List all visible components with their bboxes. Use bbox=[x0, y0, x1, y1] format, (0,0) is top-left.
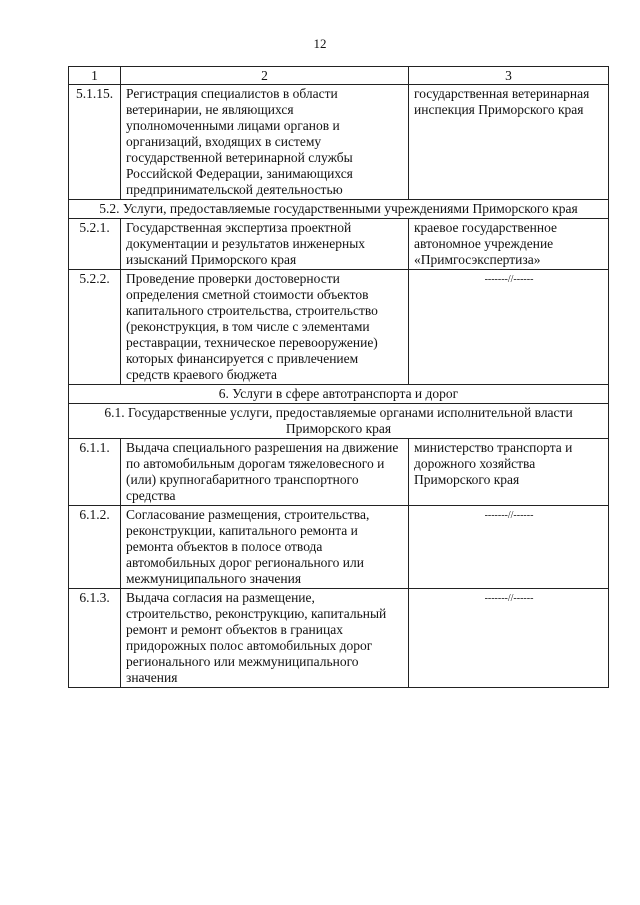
page-number: 12 bbox=[313, 36, 327, 51]
service-description: Согласование размещения, строительства, реконструкции, капитального ремонта и ремонта объектов в полосе отвода автомобильных дорог регионального или межмуниципального значения bbox=[121, 506, 409, 589]
section-heading-row bbox=[69, 404, 609, 439]
ditto-mark: -------//------ bbox=[409, 270, 609, 385]
table-row bbox=[69, 506, 609, 589]
row-number: 6.1.1. bbox=[69, 439, 121, 506]
row-number: 5.2.1. bbox=[69, 219, 121, 270]
row-number: 6.1.2. bbox=[69, 506, 121, 589]
table-row bbox=[69, 85, 609, 200]
header-col-2: 2 bbox=[121, 67, 409, 85]
responsible-organization: краевое государственное автономное учреждение «Примгосэкспертиза» bbox=[409, 219, 609, 270]
responsible-organization: государственная ветеринарная инспекция Приморского края bbox=[409, 85, 609, 200]
responsible-organization: министерство транспорта и дорожного хозяйства Приморского края bbox=[409, 439, 609, 506]
table-row bbox=[69, 439, 609, 506]
row-number: 5.2.2. bbox=[69, 270, 121, 385]
section-heading: 5.2. Услуги, предоставляемые государственными учреждениями Приморского края bbox=[69, 200, 609, 219]
table-row bbox=[69, 589, 609, 688]
row-number: 5.1.15. bbox=[69, 85, 121, 200]
table-row bbox=[69, 219, 609, 270]
table-row bbox=[69, 270, 609, 385]
service-description: Государственная экспертиза проектной документации и результатов инженерных изысканий Приморского края bbox=[121, 219, 409, 270]
service-description: Выдача согласия на размещение, строительство, реконструкцию, капитальный ремонт и ремонт объектов в границах придорожных полос автомобильных дорог регионального или межмуниципального значения bbox=[121, 589, 409, 688]
section-heading: 6. Услуги в сфере автотранспорта и дорог bbox=[69, 385, 609, 404]
ditto-mark: -------//------ bbox=[409, 589, 609, 688]
service-description: Проведение проверки достоверности определения сметной стоимости объектов капитального строительства, строительство (реконструкция, в том числе с элементами реставрации, техническое перевооружение) которых финансируется с привлечением средств краевого бюджета bbox=[121, 270, 409, 385]
section-heading-row bbox=[69, 200, 609, 219]
row-number: 6.1.3. bbox=[69, 589, 121, 688]
service-description: Выдача специального разрешения на движение по автомобильным дорогам тяжеловесного и (или) крупногабаритного транспортного средства bbox=[121, 439, 409, 506]
header-col-1: 1 bbox=[69, 67, 121, 85]
service-description: Регистрация специалистов в области ветеринарии, не являющихся уполномоченными лицами органов и организаций, входящих в систему государственной ветеринарной службы Российской Федерации, занимающихся предпринимательской деятельностью bbox=[121, 85, 409, 200]
section-heading: 6.1. Государственные услуги, предоставляемые органами исполнительной власти Приморского края bbox=[69, 404, 609, 439]
ditto-mark: -------//------ bbox=[409, 506, 609, 589]
services-table bbox=[68, 66, 609, 688]
header-col-3: 3 bbox=[409, 67, 609, 85]
section-heading-row bbox=[69, 385, 609, 404]
table-header-row bbox=[69, 67, 609, 85]
